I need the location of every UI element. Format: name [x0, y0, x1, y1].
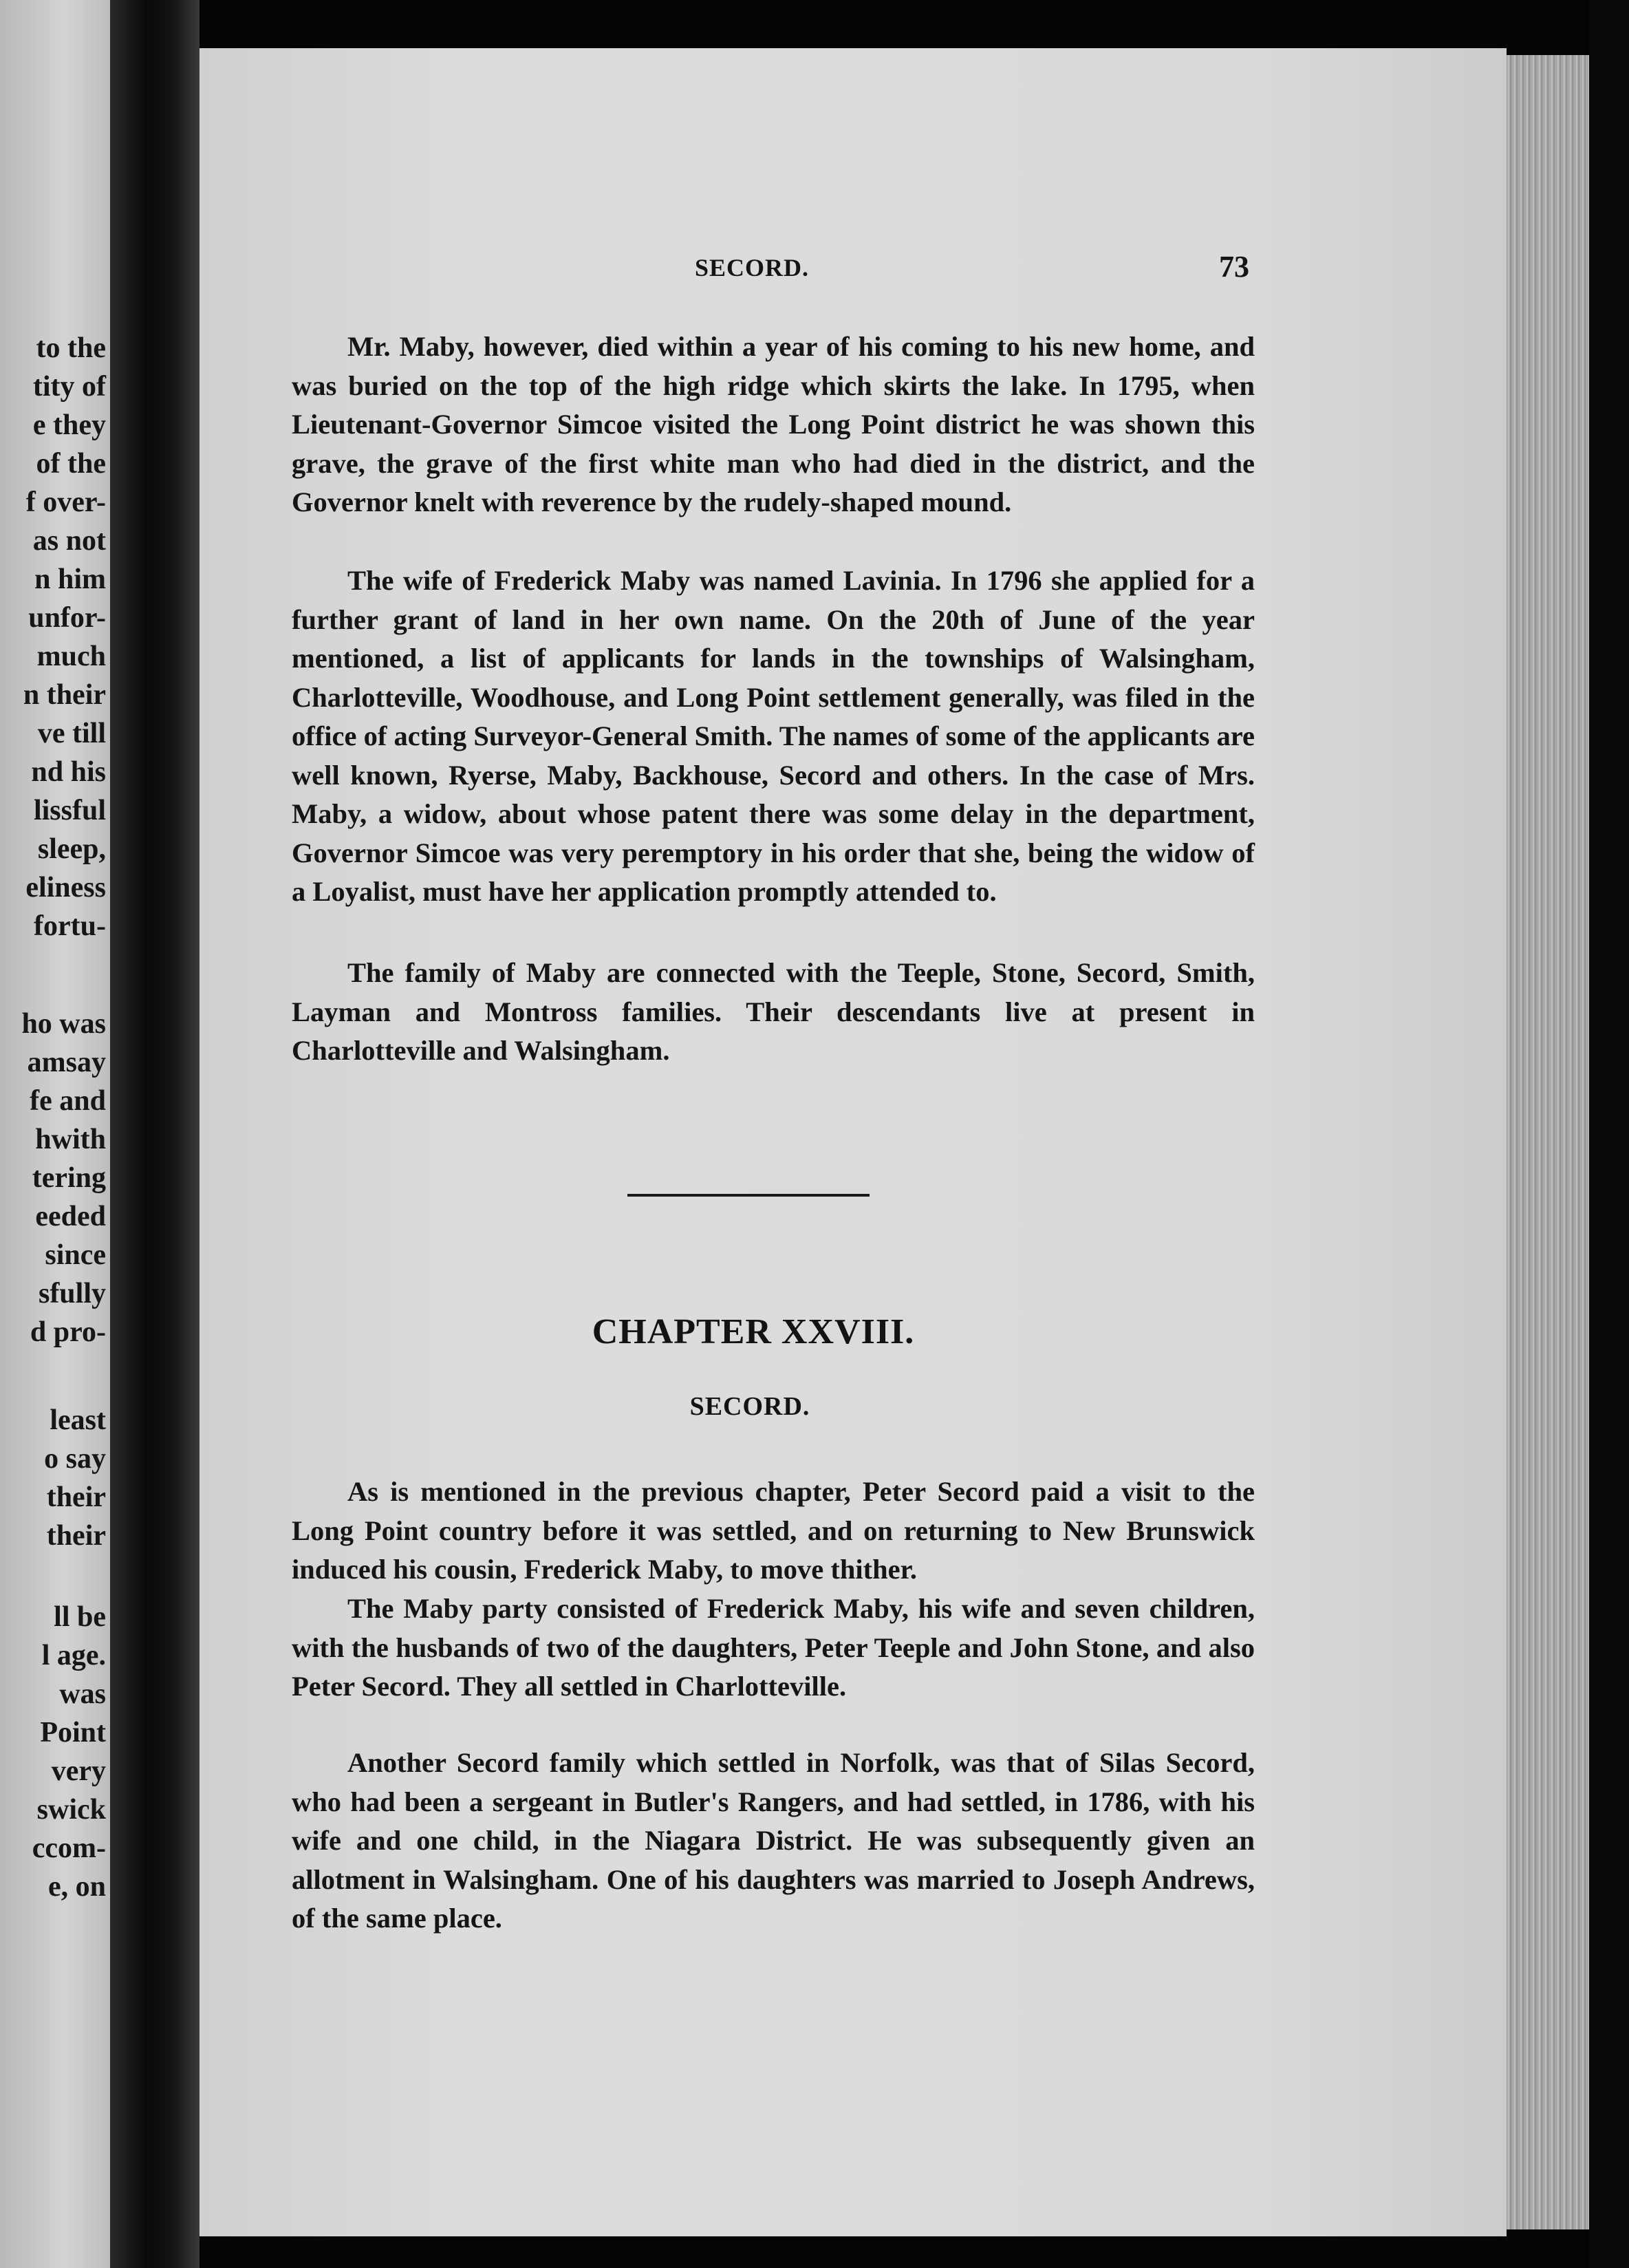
left-line: f over- — [25, 486, 106, 518]
left-line: nd his — [31, 756, 106, 788]
left-line: lissful — [33, 795, 106, 826]
left-line: ll be — [54, 1601, 106, 1633]
left-line: eliness — [25, 872, 106, 903]
left-line: of the — [36, 448, 106, 480]
paragraph-text: The Maby party consisted of Frederick Maby, his wife and seven children, with the husbands of two of the daughters, Peter Teeple and John Stone, and also Peter Secord. They all settled in Charlotteville. — [292, 1593, 1255, 1702]
left-line: fortu- — [34, 910, 106, 942]
paragraph — [292, 1744, 1255, 1938]
left-line: n him — [34, 564, 106, 595]
left-line: was — [59, 1678, 106, 1710]
left-line: as not — [32, 525, 106, 557]
left-line: e, on — [48, 1871, 106, 1903]
left-line: very — [51, 1755, 106, 1787]
left-line: fe and — [30, 1085, 106, 1117]
left-line: their — [46, 1481, 106, 1513]
left-line: ccom- — [32, 1832, 106, 1864]
left-line: l age. — [41, 1640, 106, 1671]
page-number: 73 — [1219, 250, 1249, 284]
left-line: hwith — [35, 1124, 106, 1155]
left-line: amsay — [27, 1047, 106, 1078]
left-line: n their — [23, 679, 106, 711]
left-line: eeded — [35, 1201, 106, 1232]
left-line: to the — [36, 332, 106, 364]
section-divider — [627, 1194, 870, 1197]
left-line: o say — [44, 1443, 106, 1475]
left-line: much — [36, 641, 106, 672]
left-line: sfully — [38, 1278, 106, 1309]
left-line: their — [46, 1520, 106, 1552]
running-head: SECORD. — [695, 254, 810, 281]
left-line: d pro- — [30, 1316, 106, 1348]
left-line: swick — [36, 1794, 106, 1826]
paragraph — [292, 1590, 1255, 1707]
facing-page-fragment — [0, 0, 110, 2268]
paragraph-text: As is mentioned in the previous chapter, Peter Secord paid a visit to the Long Point country before it was settled, and on returning to New Brunswick induced his cousin, Frederick Maby, to move thither. — [292, 1476, 1255, 1585]
paragraph — [292, 954, 1255, 1071]
paragraph-text: The wife of Frederick Maby was named Lavinia. In 1796 she applied for a further grant of land in her own name. On the 20th of June of the year mentioned, a list of applicants for lands in the townships of Walsingham, Charlotteville, Woodhouse, and Long Point settlement generally, was filed in the office of acting Surveyor-General Smith. The names of some of the applicants are well known, Ryerse, Maby, Backhouse, Secord and others. In the case of Mrs. Maby, a widow, about whose patent there was some delay in the department, Governor Simcoe was very peremptory in his order that she, being the widow of a Loyalist, must have her application promptly attended to. — [292, 565, 1255, 907]
chapter-title: CHAPTER XXVIII. — [592, 1312, 915, 1351]
book-gutter — [110, 0, 199, 2268]
left-line: e they — [32, 409, 106, 441]
left-line: Point — [40, 1717, 106, 1748]
paragraph-text: Mr. Maby, however, died within a year of his coming to his new home, and was buried on the top of the high ridge which skirts the lake. In 1795, when Lieutenant-Governor Simcoe visited the Long Point district he was shown this grave, the grave of the first white man who had died in the district, and the Governor knelt with reverence by the rudely-shaped mound. — [292, 331, 1255, 517]
paragraph — [292, 1473, 1255, 1590]
left-line: least — [50, 1404, 106, 1436]
chapter-subtitle: SECORD. — [689, 1392, 810, 1421]
paragraph-text: Another Secord family which settled in Norfolk, was that of Silas Secord, who had been a sergeant in Butler's Rangers, and had settled, in 1786, with his wife and one child, in the Niagara District. He was subsequently given an allotment in Walsingham. One of his daughters was married to Joseph Andrews, of the same place. — [292, 1747, 1255, 1934]
left-line: sleep, — [37, 833, 106, 865]
paragraph-text: The family of Maby are connected with the Teeple, Stone, Secord, Smith, Layman and Montross families. Their descendants live at present in Charlotteville and Walsingham. — [292, 957, 1255, 1066]
paragraph — [292, 561, 1255, 912]
paragraph — [292, 328, 1255, 522]
left-line: unfor- — [28, 602, 106, 634]
left-line: since — [45, 1239, 106, 1271]
scan-border — [1589, 0, 1629, 2268]
left-line: ve till — [37, 718, 106, 749]
page-edges — [1507, 55, 1589, 2229]
left-line: ho was — [21, 1008, 106, 1040]
left-line: tering — [32, 1162, 106, 1194]
left-line: tity of — [32, 371, 106, 403]
